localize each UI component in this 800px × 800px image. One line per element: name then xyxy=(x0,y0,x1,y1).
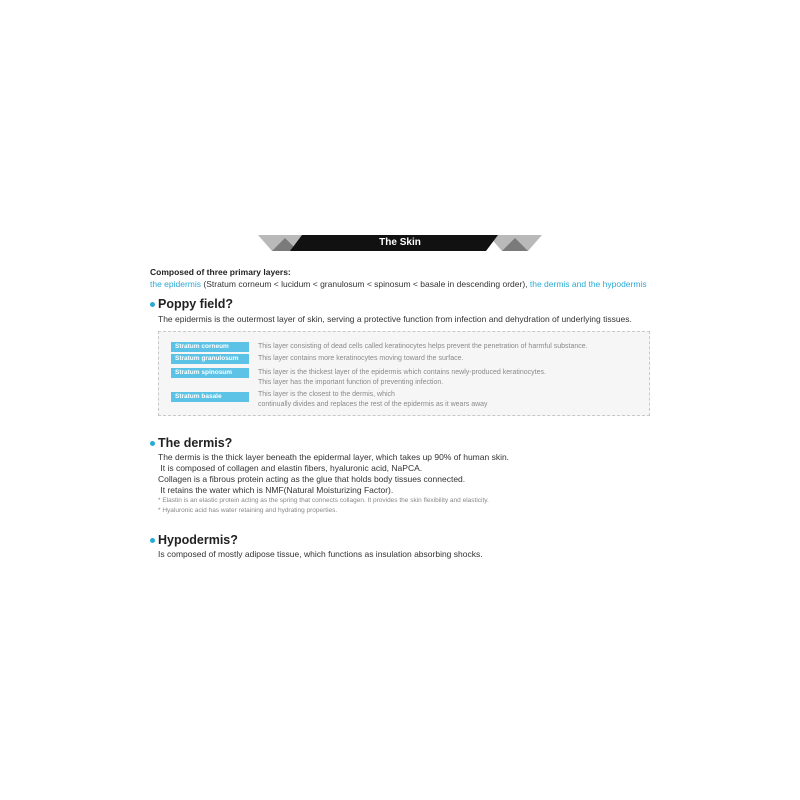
layer-row xyxy=(171,354,638,364)
hypodermis-section xyxy=(150,533,670,560)
layer-badge: Stratum corneum xyxy=(171,342,249,352)
bullet-icon xyxy=(150,538,155,543)
epidermis-title-row xyxy=(150,297,670,312)
hypodermis-title: Hypodermis? xyxy=(158,533,238,547)
layer-description-line: This layer is the closest to the dermis, which xyxy=(258,391,395,398)
dermis-body xyxy=(150,452,670,515)
layer-description-line: This layer consisting of dead cells called keratinocytes helps prevent the penetration of harmful substance. xyxy=(258,343,588,350)
dermis-title-row xyxy=(150,436,670,451)
layer-description xyxy=(258,342,638,352)
epidermis-section xyxy=(150,297,670,325)
intro-line xyxy=(150,278,670,290)
layer-badge: Stratum spinosum xyxy=(171,368,249,378)
dermis-line: The dermis is the thick layer beneath the epidermal layer, which takes up 90% of human skin. xyxy=(158,452,510,462)
epidermis-layers-box xyxy=(158,331,650,416)
layer-description xyxy=(258,390,638,409)
dermis-note: * Elastin is an elastic protein acting as the spring that connects collagen. It provides the skin flexibility and elasticity. xyxy=(158,497,489,504)
intro-epidermis: the epidermis xyxy=(150,279,202,289)
dermis-note: * Hyaluronic acid has water retaining and hydrating properties. xyxy=(158,506,338,514)
section-banner xyxy=(258,235,542,251)
intro-block xyxy=(150,266,670,290)
layer-description-line: This layer is the thickest layer of the epidermis which contains newly-produced keratinocytes. xyxy=(258,369,546,376)
dermis-title: The dermis? xyxy=(158,436,233,450)
layer-description-line: continually divides and replaces the rest of the epidermis as it wears away xyxy=(258,400,488,408)
layer-description-line: This layer has the important function of preventing infection. xyxy=(258,378,444,386)
dermis-section xyxy=(150,436,670,515)
layer-description-line: This layer contains more keratinocytes moving toward the surface. xyxy=(258,355,464,362)
intro-layers-order: (Stratum corneum < lucidum < granulosum < spinosum < basale in descending order), xyxy=(201,279,530,289)
hypodermis-description: Is composed of mostly adipose tissue, which functions as insulation absorbing shocks. xyxy=(158,549,483,559)
layer-badge: Stratum basale xyxy=(171,392,249,402)
dermis-line: It retains the water which is NMF(Natural Moisturizing Factor). xyxy=(158,485,394,495)
epidermis-description: The epidermis is the outermost layer of skin, serving a protective function from infection and dehydration of underlying tissues. xyxy=(158,314,632,324)
bullet-icon xyxy=(150,302,155,307)
intro-heading: Composed of three primary layers: xyxy=(150,267,291,277)
banner-title: The Skin xyxy=(379,237,421,248)
bullet-icon xyxy=(150,441,155,446)
epidermis-title: Poppy field? xyxy=(158,297,233,311)
layer-description xyxy=(258,368,638,387)
layer-description xyxy=(258,354,638,364)
layer-row xyxy=(171,392,638,409)
dermis-line: It is composed of collagen and elastin fibers, hyaluronic acid, NaPCA. xyxy=(158,463,423,473)
intro-other-layers: the dermis and the hypodermis xyxy=(529,279,647,289)
layer-badge: Stratum granulosum xyxy=(171,354,249,364)
dermis-line: Collagen is a fibrous protein acting as the glue that holds body tissues connected. xyxy=(158,474,466,484)
layer-row xyxy=(171,368,638,387)
hypodermis-title-row xyxy=(150,533,670,548)
layer-row xyxy=(171,342,638,352)
